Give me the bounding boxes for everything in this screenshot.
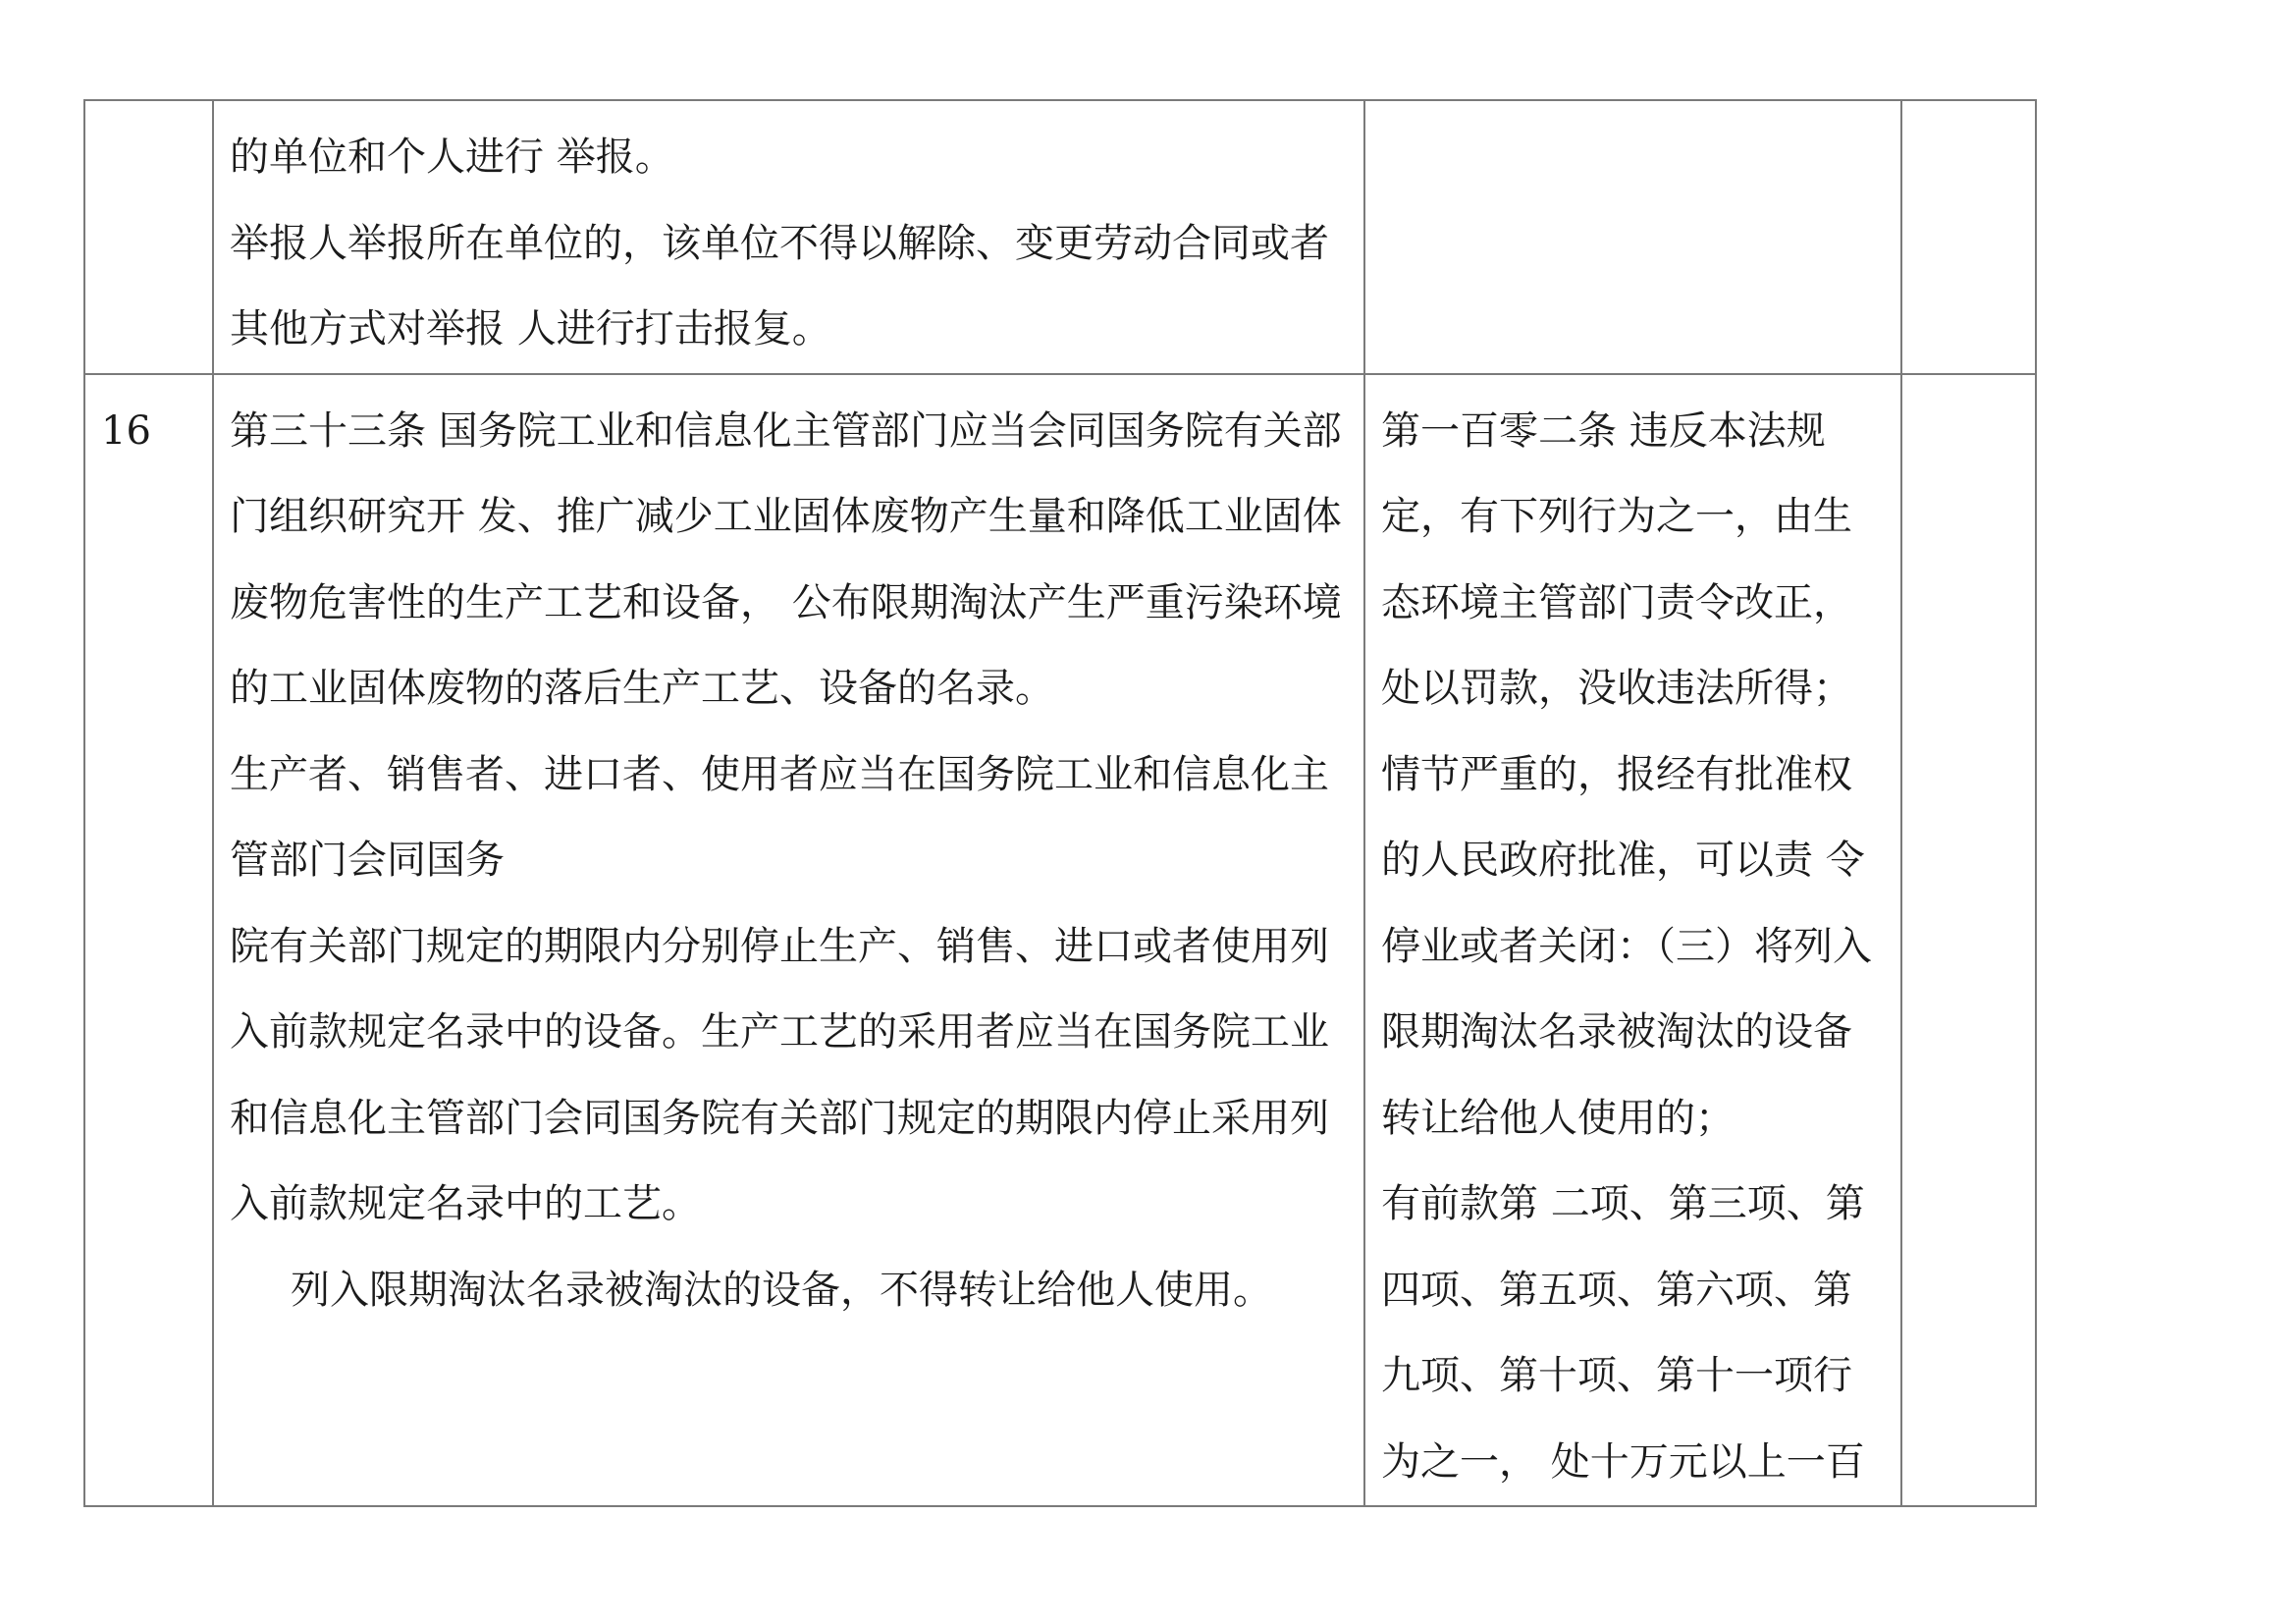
clause-paragraph: 院有关部门规定的期限内分别停止生产、销售、进口或者使用列入前款规定名录中的设备。生产工艺的采用者应当在国务院工业和信息化主管部门会同国务院有关部门规定的期限内停止采用列入前款规定名录中的工艺。 bbox=[230, 923, 1329, 1226]
extra-cell bbox=[1901, 100, 2036, 374]
penalty-paragraph: 有前款第 二项、第三项、第四项、第五项、第六项、第九项、第十项、第十一项行为之一， 处十万元以上一百 bbox=[1381, 1181, 1865, 1485]
clause-paragraph: 举报人举报所在单位的，该单位不得以解除、变更劳动合同或者其他方式对举报 人进行打击报复。 bbox=[230, 220, 1329, 352]
clause-paragraph: 的单位和个人进行 举报。 bbox=[230, 135, 674, 180]
clause-paragraph: 生产者、销售者、进口者、使用者应当在国务院工业和信息化主管部门会同国务 bbox=[230, 751, 1329, 883]
row-number-cell bbox=[84, 100, 213, 374]
row-number-cell bbox=[84, 374, 213, 1507]
extra-cell bbox=[1901, 374, 2036, 1507]
penalty-paragraph: 第一百零二条 违反本法规定，有下列行为之一，由生态环境主管部门责令改正，处以罚款，没收违法所得；情节严重的，报经有批准权的人民政府批准，可以责 令停业或者关闭：（三）将列入限期淘汰名录被淘汰的设备转让给他人使用的； bbox=[1381, 407, 1872, 1141]
table-row bbox=[84, 374, 2036, 1507]
clause-paragraph: 列入限期淘汰名录被淘汰的设备，不得转让给他人使用。 bbox=[291, 1267, 1272, 1313]
clause-cell bbox=[213, 374, 1364, 1507]
penalty-cell bbox=[1364, 100, 1901, 374]
regulation-comparison-table bbox=[83, 99, 2037, 1507]
clause-paragraph: 第三十三条 国务院工业和信息化主管部门应当会同国务院有关部门组织研究开 发、推广减少工业固体废物产生量和降低工业固体废物危害性的生产工艺和设备， 公布限期淘汰产生严重污染环境的工业固体废物的落后生产工艺、设备的名录。 bbox=[230, 407, 1342, 711]
penalty-cell bbox=[1364, 374, 1901, 1507]
row-number: 16 bbox=[101, 407, 151, 454]
clause-cell bbox=[213, 100, 1364, 374]
table-row bbox=[84, 100, 2036, 374]
row-number bbox=[85, 101, 212, 115]
